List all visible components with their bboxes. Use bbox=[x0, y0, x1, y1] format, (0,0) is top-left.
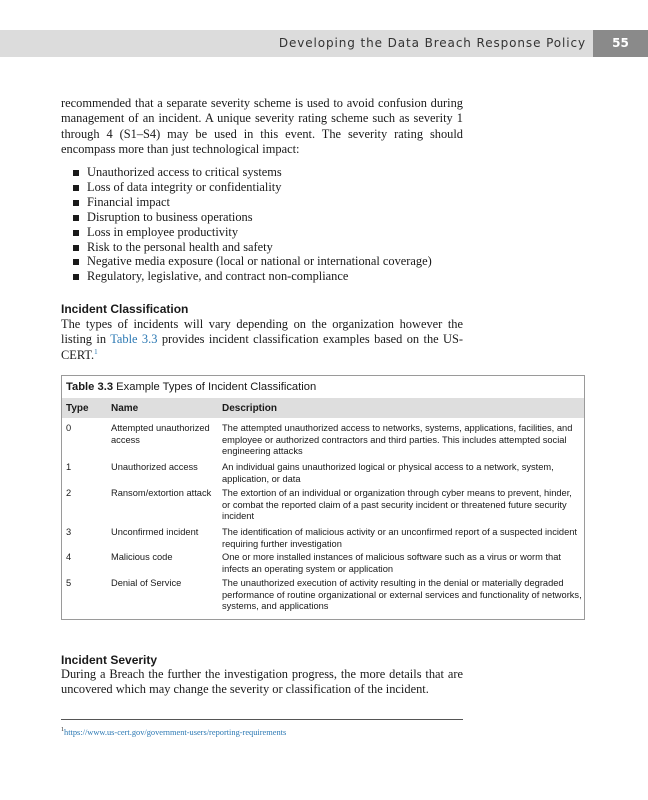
classification-heading: Incident Classification bbox=[61, 302, 189, 316]
header-description: Description bbox=[222, 403, 278, 414]
list-item: Risk to the personal health and safety bbox=[73, 240, 473, 255]
footnote-divider bbox=[61, 719, 463, 720]
footnote-marker-link[interactable]: 1 bbox=[94, 347, 98, 356]
list-item: Financial impact bbox=[73, 195, 473, 210]
list-item: Loss in employee productivity bbox=[73, 225, 473, 240]
square-bullet-icon bbox=[73, 245, 79, 251]
intro-paragraph: recommended that a separate severity scheme is used to avoid confusion during management of an incident. A unique severity rating scheme such as severity 1 through 4 (S1–S4) may be used in this event. The severity rating should encompass more than just technological impact: bbox=[61, 96, 463, 156]
list-item: Regulatory, legislative, and contract non-compliance bbox=[73, 269, 473, 284]
header-type: Type bbox=[66, 403, 89, 414]
list-item: Disruption to business operations bbox=[73, 210, 473, 225]
square-bullet-icon bbox=[73, 230, 79, 236]
square-bullet-icon bbox=[73, 259, 79, 265]
footnote-number: 1 bbox=[61, 727, 64, 733]
running-header bbox=[0, 30, 648, 57]
classification-table: Table 3.3 Example Types of Incident Classification Type Name Description 0 Attempted unauthorized access The attempted unauthorized access to networks, systems, applications, facilities, and employee or authorized contractors and third parties. This includes attempted social engineering attacks 1 Unauthorized access An individual gains unauthorized logical or physical access to a network, system, application, or data 2 Ransom/extortion attack The extortion of an individual or organization through cyber means to prevent, hinder, or combat the reported claim of a past security incident or threatened future security incident 3 Unconfirmed incident The identification of malicious activity or an unconfirmed report of a suspected incident requiring further investigation 4 Malicious code One or more installed instances of malicious software such as a virus or worm that infects an operating system or application 5 Denial of Service The unauthorized execution of activity resulting in the denial or materially degraded performance of routine organizational or external services and functionality of networks, systems, and applications bbox=[61, 375, 585, 620]
header-name: Name bbox=[111, 403, 139, 414]
list-item: Loss of data integrity or confidentiality bbox=[73, 180, 473, 195]
page-number: 55 bbox=[593, 30, 648, 57]
table-reference-link[interactable]: Table 3.3 bbox=[110, 332, 158, 347]
footnote bbox=[61, 727, 286, 737]
list-item: Unauthorized access to critical systems bbox=[73, 165, 473, 180]
square-bullet-icon bbox=[73, 274, 79, 280]
impact-list bbox=[73, 165, 473, 284]
square-bullet-icon bbox=[73, 200, 79, 206]
severity-heading: Incident Severity bbox=[61, 653, 158, 667]
square-bullet-icon bbox=[73, 170, 79, 176]
classification-paragraph: The types of incidents will vary depending on the organization however the listing in Table 3.3 provides incident classification examples based on the US-CERT.$^1$ bbox=[61, 317, 464, 362]
list-item: Negative media exposure (local or national or international coverage) bbox=[73, 254, 473, 269]
running-title: Developing the Data Breach Response Policy bbox=[278, 36, 586, 50]
table-caption: Table 3.3 Example Types of Incident Classification bbox=[66, 381, 317, 393]
severity-paragraph: During a Breach the further the investigation progress, the more details that are uncovered which may change the severity or classification of the incident. bbox=[61, 667, 463, 697]
footnote-url-link[interactable]: https://www.us-cert.gov/government-users/reporting-requirements bbox=[64, 727, 287, 737]
square-bullet-icon bbox=[73, 185, 79, 191]
table-header-row bbox=[62, 398, 584, 418]
square-bullet-icon bbox=[73, 215, 79, 221]
